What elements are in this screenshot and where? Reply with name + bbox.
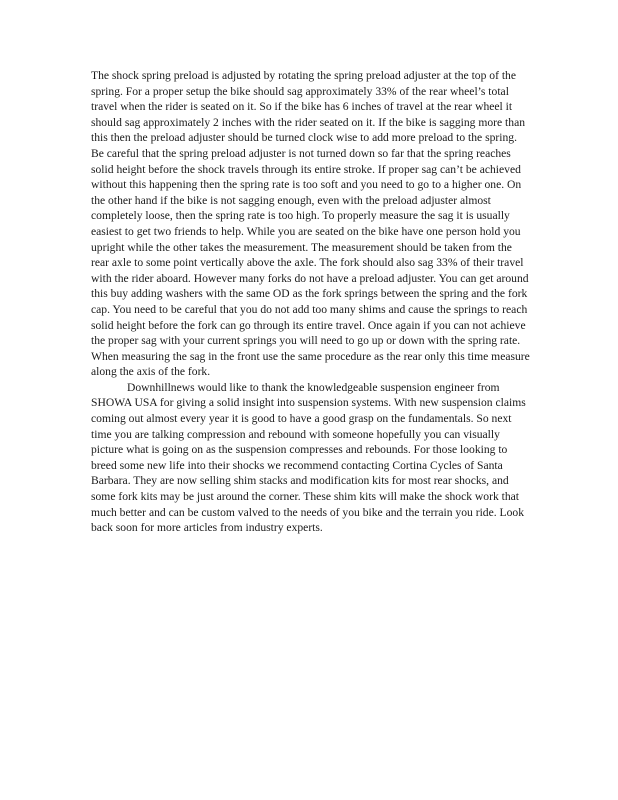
- paragraph-acknowledgements: Downhillnews would like to thank the knowledgeable suspension engineer from SHOWA USA for giving a solid insight into suspension systems. With new suspension claims coming out almost every year it is good to have a good grasp on the fundamentals. So next time you are talking compression and rebound with someone hopefully you can visually picture what is going on as the suspension compresses and rebounds. For those looking to breed some new life into their shocks we recommend contacting Cortina Cycles of Santa Barbara. They are now selling shim stacks and modification kits for most rear shocks, and some fork kits may be just around the corner. These shim kits will make the shock work that much better and can be custom valved to the needs of you bike and the terrain you ride. Look back soon for more articles from industry experts.: [91, 380, 526, 535]
- paragraph-preload-sag: The shock spring preload is adjusted by rotating the spring preload adjuster at the top of the spring. For a proper setup the bike should sag approximately 33% of the rear wheel’s total travel when the rider is seated on it. So if the bike has 6 inches of travel at the rear wheel it should sag approximately 2 inches with the rider seated on it. If the bike is sagging more than this then the preload adjuster should be turned clock wise to add more preload to the spring. Be careful that the spring preload adjuster is not turned down so far that the spring reaches solid height before the shock travels through its entire stroke. If proper sag can’t be achieved without this happening then the spring rate is too soft and you need to go to a higher one. On the other hand if the bike is not sagging enough, even with the preload adjuster almost completely loose, then the spring rate is too high. To properly measure the sag it is usually easiest to get two friends to help. While you are seated on the bike have one person hold you upright while the other takes the measurement. The measurement should be taken from the rear axle to some point vertically above the axle. The fork should also sag 33% of their travel with the rider aboard. However many forks do not have a preload adjuster. You can get around this buy adding washers with the same OD as the fork springs between the spring and the fork cap. You need to be careful that you do not add too many shims and cause the springs to reach solid height before the fork can go through its entire travel. Once again if you can not achieve the proper sag with your current springs you will need to go up or down with the spring rate. When measuring the sag in the front use the same procedure as the rear only this time measure along the axis of the fork.: [91, 69, 530, 379]
- article-body: [91, 68, 531, 536]
